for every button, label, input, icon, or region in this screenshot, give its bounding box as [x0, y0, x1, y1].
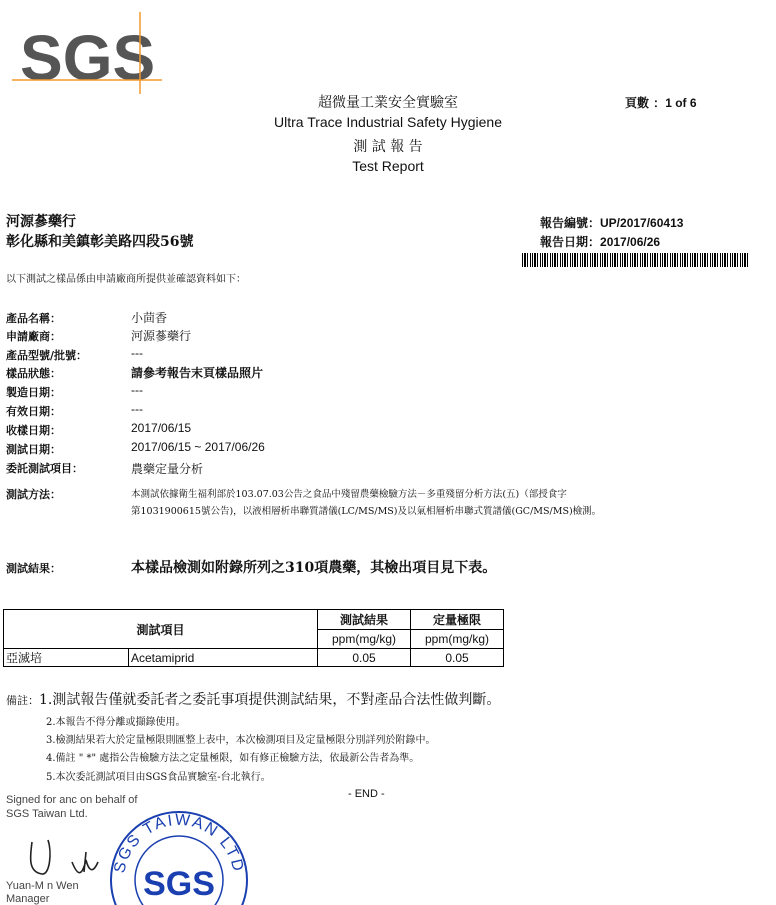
row-name-en: Acetamiprid	[129, 649, 318, 667]
results-table	[3, 609, 504, 667]
field-label: 測試日期：	[6, 443, 61, 456]
result-text: 本樣品檢測如附錄所列之310項農藥，其檢出項目見下表。	[131, 560, 497, 576]
row-limit: 0.05	[411, 649, 504, 667]
field-label: 有效日期：	[6, 405, 61, 418]
signer-title: Manager	[6, 893, 50, 905]
method-label: 測試方法：	[6, 488, 61, 501]
report-number	[540, 214, 683, 231]
note-3: 3.檢測結果若大於定量極限則匯整上表中，本次檢測項目及定量極限分別詳列於附錄中。	[46, 735, 436, 746]
result-label: 測試結果：	[6, 562, 61, 575]
client-address: 彰化縣和美鎮彰美路四段56號	[6, 234, 194, 250]
note-prefix: 備註：	[6, 694, 39, 707]
field-label: 樣品狀態：	[6, 367, 61, 380]
row-name-zh: 亞滅培	[4, 649, 129, 667]
page-indicator	[625, 94, 697, 111]
signature-scribble	[12, 832, 112, 882]
signed-for: Signed for anc on behalf of	[6, 794, 138, 806]
method-line-1: 本測試依據衛生福利部於103.07.03公告之食品中殘留農藥檢驗方法－多重殘留分析方法(五)（部授食字	[131, 489, 567, 500]
note-1-text: 1.測試報告僅就委託者之委託事項提供測試結果，不對產品合法性做判斷。	[39, 692, 501, 708]
field-value: 2017/06/15 ~ 2017/06/26	[131, 440, 265, 454]
note-2: 2.本報告不得分離或擷錄使用。	[46, 717, 186, 728]
barcode	[522, 253, 750, 267]
intro-text: 以下測試之樣品係由申請廠商所提供並確認資料如下：	[6, 274, 246, 285]
field-label: 產品型號/批號：	[6, 349, 88, 362]
field-value: 河源蔘藥行	[131, 329, 192, 343]
end-marker: - END -	[348, 788, 385, 800]
table-row	[4, 649, 504, 667]
header-result-unit: ppm(mg/kg)	[318, 629, 411, 649]
report-date	[540, 233, 660, 250]
lab-name-en: Ultra Trace Industrial Safety Hygiene	[274, 114, 502, 130]
report-number-label: 報告編號：	[540, 216, 601, 230]
report-title-en: Test Report	[352, 158, 424, 174]
field-label: 產品名稱：	[6, 312, 61, 325]
field-value: ---	[131, 402, 143, 416]
stamp-ring-path: SGS TAIWAN LTD	[111, 811, 247, 875]
report-date-value: 2017/06/26	[600, 235, 661, 249]
field-value: ---	[131, 383, 143, 397]
field-label: 委託測試項目：	[6, 462, 83, 475]
note-5: 5.本次委託測試項目由SGS食品實驗室-台北執行。	[46, 772, 271, 783]
field-value: ---	[131, 346, 143, 360]
field-value: 小茴香	[131, 311, 168, 325]
company-stamp	[106, 790, 252, 905]
header-limit-unit: ppm(mg/kg)	[411, 629, 504, 649]
note-1	[6, 689, 500, 709]
stamp-logo: SGS	[143, 865, 215, 903]
sgs-logo-text: SGS	[20, 22, 156, 94]
report-date-label: 報告日期：	[540, 235, 601, 249]
header-test-result: 測試結果	[318, 610, 411, 630]
signer-name: Yuan-M n Wen	[6, 880, 79, 892]
report-title-zh: 測 試 報 告	[353, 139, 423, 155]
row-result: 0.05	[318, 649, 411, 667]
page-value: 1 of 6	[665, 96, 697, 110]
report-number-value: UP/2017/60413	[600, 216, 684, 230]
sgs-logo	[12, 0, 162, 94]
lab-name-zh: 超微量工業安全實驗室	[318, 95, 458, 111]
field-label: 申請廠商：	[6, 330, 61, 343]
note-4: 4.備註 " *" 處指公告檢驗方法之定量極限，如有修正檢驗方法，依最新公告者為準。	[46, 753, 420, 764]
page-label: 頁數 ：	[625, 96, 666, 110]
field-value: 2017/06/15	[131, 421, 192, 435]
signed-company: SGS Taiwan Ltd.	[6, 808, 88, 820]
field-value: 農藥定量分析	[131, 462, 204, 476]
method-line-2: 第1031900615號公告)，以液相層析串聯質譜儀(LC/MS/MS)及以氣相層析串聯式質譜儀(GC/MS/MS)檢測。	[131, 506, 602, 517]
header-test-item: 測試項目	[4, 610, 318, 649]
field-value: 請參考報告末頁樣品照片	[131, 366, 264, 380]
field-label: 收樣日期：	[6, 424, 61, 437]
client-name: 河源蔘藥行	[6, 214, 76, 230]
table-header-row	[4, 610, 504, 630]
field-label: 製造日期：	[6, 386, 61, 399]
header-quant-limit: 定量極限	[411, 610, 504, 630]
